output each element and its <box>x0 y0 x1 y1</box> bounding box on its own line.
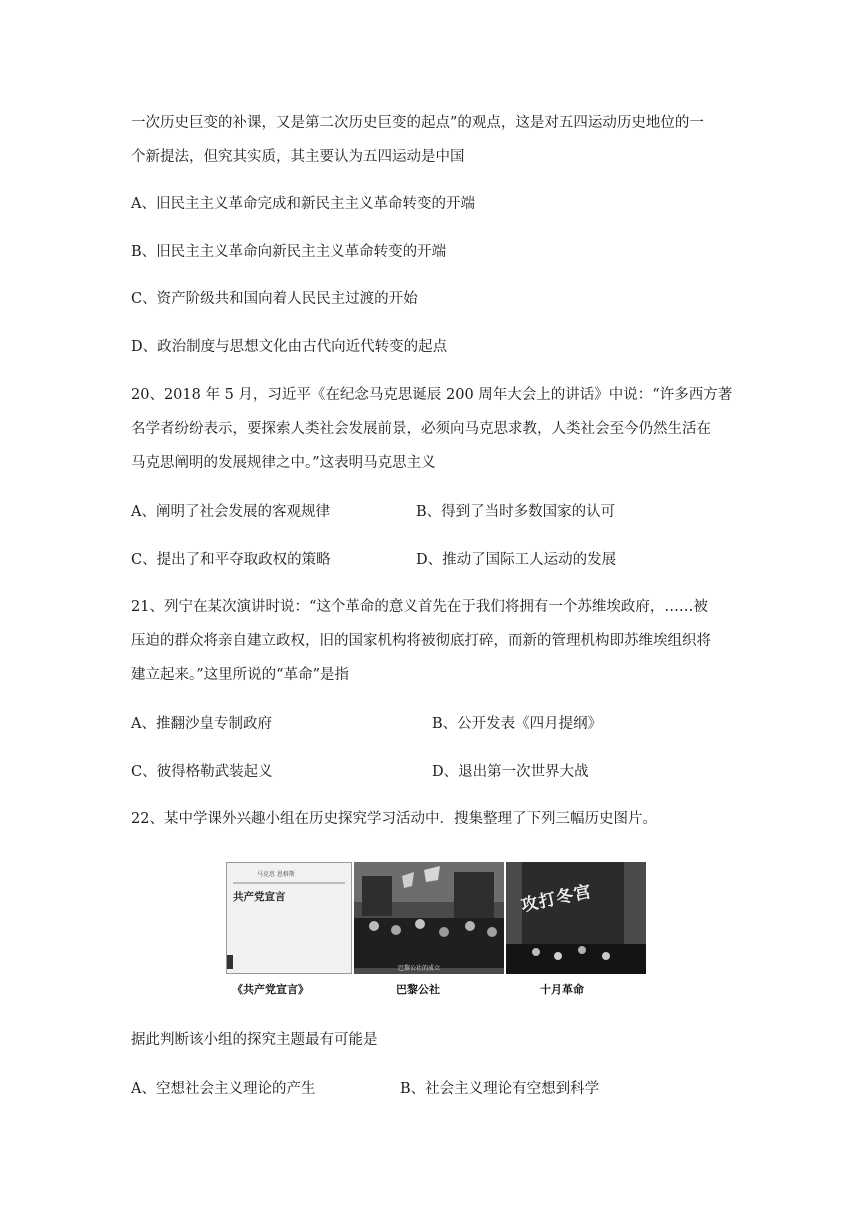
book-cover-lines <box>227 863 352 974</box>
q21-option-b: B、公开发表《四月提纲》 <box>432 716 603 732</box>
q21-option-d: D、退出第一次世界大战 <box>432 764 589 780</box>
q20-option-d: D、推动了国际工人运动的发展 <box>416 552 617 568</box>
q21-stem-line-3: 建立起来。”这里所说的“革命”是指 <box>131 667 349 683</box>
q19-option-a: A、旧民主主义革命完成和新民主主义革命转变的开端 <box>131 196 475 212</box>
q22-stem-line-1: 22、某中学课外兴趣小组在历史探究学习活动中．搜集整理了下列三幅历史图片。 <box>131 811 657 827</box>
book-cover-authors: 马克思 恩格斯 <box>257 871 295 878</box>
q20-option-b: B、得到了当时多数国家的认可 <box>416 504 616 520</box>
q22-history-images-figure <box>226 862 646 1002</box>
q19-stem-line-1: 一次历史巨变的补课，又是第二次历史巨变的起点”的观点，这是对五四运动历史地位的一 <box>131 115 704 131</box>
q21-option-a: A、推翻沙皇专制政府 <box>131 716 272 732</box>
q20-stem-line-2: 名学者纷纷表示，要探索人类社会发展前景，必须向马克思求教，人类社会至今仍然生活在 <box>131 421 711 437</box>
q22-option-b: B、社会主义理论有空想到科学 <box>400 1081 600 1097</box>
q20-stem-line-3: 马克思阐明的发展规律之中。”这表明马克思主义 <box>131 455 436 471</box>
q19-option-c: C、资产阶级共和国向着人民民主过渡的开始 <box>131 291 418 307</box>
communist-manifesto-cover-image <box>226 862 352 974</box>
caption-october-revolution: 十月革命 <box>540 983 584 996</box>
q20-stem-line-1: 20、2018 年 5 月，习近平《在纪念马克思诞辰 200 周年大会上的讲话》中说：“许多西方著 <box>131 387 733 403</box>
october-revolution-image <box>506 862 646 974</box>
q21-stem-line-2: 压迫的群众将亲自建立政权，旧的国家机构将被彻底打碎，而新的管理机构即苏维埃组织将 <box>131 633 711 649</box>
q21-stem-line-1: 21、列宁在某次演讲时说：“这个革命的意义首先在于我们将拥有一个苏维埃政府，……被 <box>131 599 708 615</box>
caption-communist-manifesto: 《共产党宣言》 <box>232 983 309 996</box>
caption-paris-commune: 巴黎公社 <box>396 983 440 996</box>
paris-commune-crowd-illustration <box>354 862 504 974</box>
q19-option-d: D、政治制度与思想文化由古代向近代转变的起点 <box>131 339 448 355</box>
q22-option-a: A、空想社会主义理论的产生 <box>131 1081 316 1097</box>
q19-option-b: B、旧民主主义革命向新民主主义革命转变的开端 <box>131 244 447 260</box>
storm-winter-palace-text: 攻打冬宫 <box>519 881 594 917</box>
q21-option-c: C、彼得格勒武装起义 <box>131 764 273 780</box>
paris-commune-image <box>354 862 504 974</box>
q20-option-c: C、提出了和平夺取政权的策略 <box>131 552 331 568</box>
q19-stem-line-2: 个新提法，但究其实质，其主要认为五四运动是中国 <box>131 149 465 165</box>
q20-option-a: A、阐明了社会发展的客观规律 <box>131 504 330 520</box>
book-cover-title: 共产党宣言 <box>233 891 286 903</box>
paris-commune-inner-caption: 巴黎公社的成立 <box>398 965 441 972</box>
q22-follow-up-question: 据此判断该小组的探究主题最有可能是 <box>131 1032 378 1048</box>
